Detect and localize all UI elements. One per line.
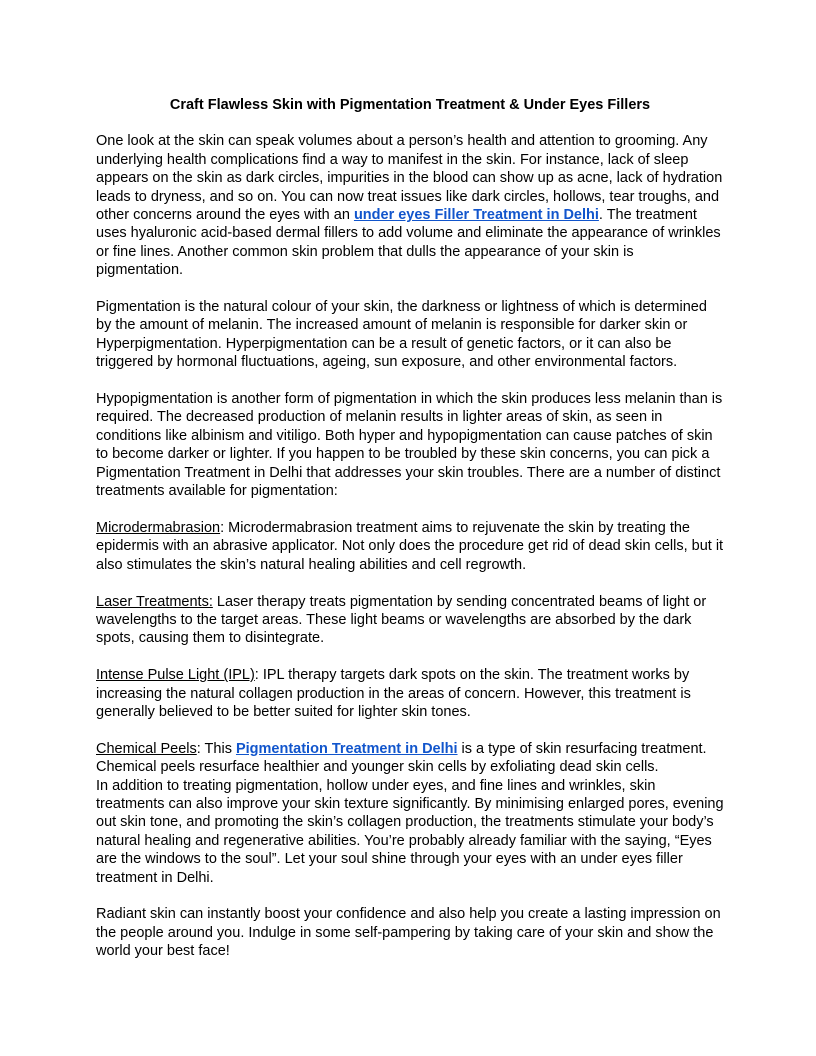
intro-text-start: One look at the skin can speak volumes about a person’s health and attention to grooming. Any underlying health complications find a way to manifest in the skin. For instance, lack of sleep appears on the skin as dark circles, impurities in the blood can show up as acne, lack of hydration leads to dryness, and so on. You can now treat issues like dark circles, hollows, tear troughs, and other concerns around the eyes with an — [96, 133, 723, 224]
laser-term: Laser Treatments: — [96, 593, 213, 610]
pigmentation-paragraph: Pigmentation is the natural colour of your skin, the darkness or lightness of which is determined by the amount of melanin. The increased amount of melanin is responsible for darker skin or Hyperpigmentation. Hyperpigmentation can be a result of genetic factors, or it can also be triggered by hormonal fluctuations, ageing, sun exposure, and other environmental factors. — [96, 299, 707, 371]
document-page — [96, 96, 724, 979]
ipl-term: Intense Pulse Light (IPL) — [96, 667, 255, 684]
chemical-peels-paragraph — [96, 740, 724, 777]
intro-paragraph — [96, 132, 724, 279]
microdermabrasion-paragraph — [96, 519, 724, 574]
laser-text: Laser therapy treats pigmentation by sending concentrated beams of light or wavelengths to the target areas. These light beams or wavelengths are absorbed by the dark spots, causing them to disintegrate. — [96, 593, 707, 647]
closing-paragraph: Radiant skin can instantly boost your confidence and also help you create a lasting impression on the people around you. Indulge in some self-pampering by taking care of your skin and show the world your best face! — [96, 906, 721, 960]
under-eyes-filler-link[interactable]: under eyes Filler Treatment in Delhi — [353, 207, 599, 224]
microdermabrasion-term: Microdermabrasion — [96, 519, 221, 536]
hypopigmentation-paragraph: Hypopigmentation is another form of pigmentation in which the skin produces less melanin than is required. The decreased production of melanin results in lighter areas of skin, as seen in conditions like albinism and vitiligo. Both hyper and hypopigmentation can cause patches of skin to become darker or lighter. If you happen to be troubled by these skin concerns, you can pick a Pigmentation Treatment in Delhi that addresses your skin troubles. There are a number of distinct treatments available for pigmentation: — [96, 391, 723, 500]
ipl-paragraph — [96, 666, 724, 721]
chemical-peels-text-end: is a type of skin resurfacing treatment. Chemical peels resurface healthier and younger skin cells by exfoliating dead skin cells. — [96, 740, 707, 776]
intro-text-end: . The treatment uses hyaluronic acid-based dermal fillers to add volume and eliminate the appearance of wrinkles or fine lines. Another common skin problem that dulls the appearance of your skin is pigmentation. — [96, 207, 721, 279]
benefits-paragraph: In addition to treating pigmentation, hollow under eyes, and fine lines and wrinkles, skin treatments can also improve your skin texture significantly. By minimising enlarged pores, evening out skin tone, and promoting the skin’s collagen production, the treatments stimulate your body’s natural healing and regenerative abilities. You’re probably already familiar with the saying, “Eyes are the windows to the soul”. Let your soul shine through your eyes with an under eyes filler treatment in Delhi. — [96, 777, 724, 886]
document-title: Craft Flawless Skin with Pigmentation Treatment & Under Eyes Fillers — [169, 97, 651, 113]
microdermabrasion-text: : Microdermabrasion treatment aims to rejuvenate the skin by treating the epidermis with an abrasive applicator. Not only does the procedure get rid of dead skin cells, but it also stimulates the skin’s natural healing abilities and cell regrowth. — [96, 519, 724, 573]
chemical-peels-term: Chemical Peels — [96, 740, 197, 757]
laser-paragraph — [96, 593, 724, 648]
ipl-text: : IPL therapy targets dark spots on the skin. The treatment works by increasing the natural collagen production in the areas of concern. However, this treatment is generally believed to be better suited for lighter skin tones. — [96, 667, 691, 720]
chemical-peels-text-start: : This — [196, 740, 236, 757]
pigmentation-treatment-link[interactable]: Pigmentation Treatment in Delhi — [235, 740, 458, 757]
